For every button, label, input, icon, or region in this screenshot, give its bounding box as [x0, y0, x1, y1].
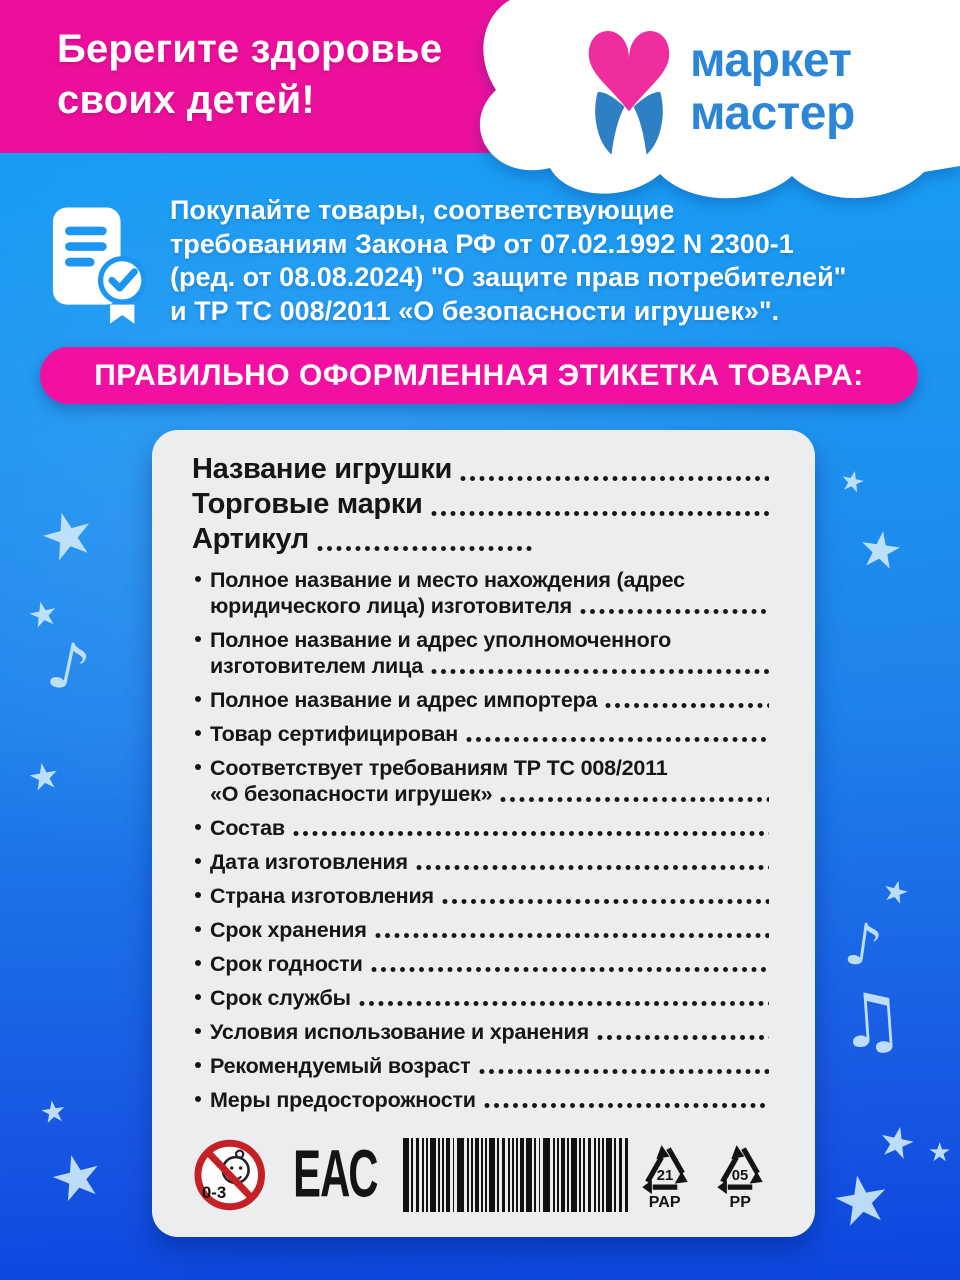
label-bullet-line	[210, 917, 771, 943]
barcode-bar	[471, 1138, 473, 1212]
label-bullet-line	[210, 1053, 771, 1079]
dotted-fill-line	[375, 932, 769, 939]
label-requirements-list	[192, 567, 771, 1113]
label-bullet-item	[192, 567, 771, 619]
label-bullet-text: Товар сертифицирован	[210, 722, 459, 746]
barcode-bar	[416, 1138, 420, 1212]
age-warning-0-3-icon	[192, 1135, 267, 1215]
intro-text-line: и ТР ТС 008/2011 «О безопасности игрушек»".	[170, 295, 780, 326]
logo-word-market: маркет	[690, 34, 852, 87]
barcode-bar	[557, 1138, 559, 1212]
music-note-decoration: ♪	[40, 627, 97, 709]
star-decoration: ★	[825, 1157, 898, 1244]
barcode-bar	[481, 1138, 483, 1212]
barcode-bar	[489, 1138, 495, 1212]
label-bullet-text: Полное название и адрес уполномоченного	[210, 628, 672, 652]
label-bullet-text: «О безопасности игрушек»	[210, 782, 493, 806]
intro-law-text	[170, 194, 930, 328]
barcode-bar	[553, 1138, 555, 1212]
barcode	[403, 1138, 633, 1212]
barcode-bar	[508, 1138, 510, 1212]
barcode-bar	[534, 1138, 536, 1212]
label-bullet-text: Срок службы	[210, 986, 351, 1010]
barcode-bar	[567, 1138, 569, 1212]
barcode-bar	[606, 1138, 612, 1212]
barcode-bar	[579, 1138, 581, 1212]
barcode-bar	[561, 1138, 565, 1212]
label-bullet-item	[192, 1053, 771, 1079]
star-decoration: ★	[854, 518, 907, 582]
dotted-fill-line	[293, 830, 769, 837]
label-bullet-line	[210, 951, 771, 977]
dotted-fill-line	[416, 864, 769, 871]
label-bullet-line	[210, 781, 771, 807]
recycling-material-label: PP	[729, 1194, 751, 1211]
dotted-fill-line	[371, 966, 769, 973]
age-warning-label: 0-3	[201, 1182, 227, 1202]
label-bullet-text: Условия использование и хранения	[210, 1020, 589, 1044]
star-decoration: ★	[37, 1093, 70, 1132]
recycling-code: 05	[731, 1168, 749, 1185]
label-bullet-line	[210, 653, 771, 679]
label-header-row	[192, 452, 771, 487]
market-master-logo-icon	[585, 24, 673, 164]
barcode-bar	[426, 1138, 428, 1212]
recycling-triangle-icon	[637, 1138, 693, 1196]
barcode-bar	[602, 1138, 604, 1212]
label-bullet-text: Меры предосторожности	[210, 1088, 476, 1112]
label-header-fields	[192, 452, 771, 557]
dotted-fill-line	[500, 796, 769, 803]
recycling-mark-pap	[634, 1138, 696, 1212]
recycling-triangle-icon	[712, 1138, 768, 1196]
star-decoration: ★	[24, 592, 63, 638]
label-field-name: Название игрушки	[192, 453, 453, 485]
barcode-bar	[619, 1138, 623, 1212]
music-note-decoration: ♫	[835, 975, 908, 1067]
barcode-bar	[457, 1138, 465, 1212]
dotted-fill-line	[466, 736, 769, 743]
label-bullet-line	[210, 1087, 771, 1113]
barcode-bar	[526, 1138, 532, 1212]
barcode-bar	[588, 1138, 592, 1212]
star-decoration: ★	[31, 493, 104, 578]
label-bullet-text: Страна изготовления	[210, 884, 434, 908]
dotted-fill-line	[431, 510, 769, 517]
label-bullet-item	[192, 951, 771, 977]
dotted-fill-line	[442, 898, 769, 905]
star-decoration: ★	[878, 872, 913, 913]
barcode-bar	[485, 1138, 487, 1212]
barcode-bar	[539, 1138, 541, 1212]
star-decoration: ★	[928, 1138, 952, 1168]
label-bullet-text: Рекомендуемый возраст	[210, 1054, 471, 1078]
label-bullet-line	[210, 815, 771, 841]
intro-text-line: (ред. от 08.08.2024) "О защите прав потребителей"	[170, 262, 847, 292]
label-bullet-text: Полное название и адрес импортера	[210, 688, 598, 712]
label-bullet-text: Срок хранения	[210, 918, 367, 942]
dotted-fill-line	[479, 1068, 770, 1075]
barcode-bar	[583, 1138, 585, 1212]
label-bullet-text: юридического лица) изготовителя	[210, 594, 572, 618]
music-note-decoration: ♪	[840, 908, 887, 982]
barcode-bar	[422, 1138, 424, 1212]
label-bullet-item	[192, 627, 771, 679]
label-bullet-text: Дата изготовления	[210, 850, 408, 874]
barcode-bar	[614, 1138, 616, 1212]
section-ribbon	[40, 347, 918, 404]
label-bullet-item	[192, 1087, 771, 1113]
dotted-fill-line	[317, 545, 532, 552]
barcode-bar	[453, 1138, 455, 1212]
label-bullet-line	[210, 755, 771, 781]
star-decoration: ★	[836, 462, 869, 501]
recycling-material-label: PAP	[648, 1194, 681, 1211]
label-bullet-item	[192, 755, 771, 807]
intro-text-line: требованиям Закона РФ от 07.02.1992 N 2300-1	[170, 228, 794, 259]
star-decoration: ★	[24, 754, 64, 801]
label-bullet-line	[210, 567, 771, 593]
certificate-document-icon	[46, 196, 150, 330]
barcode-bar	[516, 1138, 518, 1212]
label-bullet-item	[192, 721, 771, 747]
label-bullet-item	[192, 1019, 771, 1045]
market-master-logo-text	[690, 34, 855, 140]
label-header-row	[192, 522, 771, 557]
section-ribbon-label: ПРАВИЛЬНО ОФОРМЛЕННАЯ ЭТИКЕТКА ТОВАРА:	[94, 358, 864, 392]
dotted-fill-line	[580, 608, 769, 615]
dotted-fill-line	[431, 668, 769, 675]
barcode-bar	[502, 1138, 506, 1212]
barcode-bar	[594, 1138, 596, 1212]
eac-conformity-mark: ЕАС	[293, 1137, 378, 1212]
label-bullet-item	[192, 917, 771, 943]
label-bullet-line	[210, 849, 771, 875]
banner-headline	[57, 24, 442, 126]
barcode-bar	[411, 1138, 413, 1212]
label-bullet-text: Срок годности	[210, 952, 363, 976]
label-field-name: Торговые марки	[192, 488, 423, 520]
product-label-card	[152, 430, 815, 1237]
intro-text-line: Покупайте товары, соответствующие	[170, 195, 675, 225]
label-field-name: Артикул	[192, 523, 309, 555]
barcode-bar	[475, 1138, 479, 1212]
barcode-bar	[625, 1138, 629, 1212]
banner-headline-line2: своих детей!	[57, 78, 315, 122]
barcode-bar	[430, 1138, 436, 1212]
label-bullet-text: Полное название и место нахождения (адрес	[210, 568, 685, 592]
barcode-bar	[438, 1138, 440, 1212]
label-bullet-text: Соответствует требованиям ТР ТС 008/2011	[210, 756, 668, 780]
star-decoration: ★	[42, 1137, 112, 1219]
recycling-mark-pp	[709, 1138, 771, 1212]
label-bullet-line	[210, 593, 771, 619]
dotted-fill-line	[484, 1102, 769, 1109]
barcode-bar	[598, 1138, 600, 1212]
banner-headline-line1: Берегите здоровье	[57, 27, 443, 71]
dotted-fill-line	[597, 1034, 769, 1041]
label-bullet-line	[210, 687, 771, 713]
label-bullet-line	[210, 627, 771, 653]
label-bullet-item	[192, 849, 771, 875]
barcode-bar	[467, 1138, 469, 1212]
label-bullet-line	[210, 985, 771, 1011]
label-bullet-text: Состав	[210, 816, 285, 840]
barcode-bar	[446, 1138, 450, 1212]
barcode-bar	[403, 1138, 409, 1212]
barcode-bar	[512, 1138, 514, 1212]
barcode-bar	[442, 1138, 444, 1212]
dotted-fill-line	[605, 702, 769, 709]
label-bullet-item	[192, 985, 771, 1011]
star-decoration: ★	[873, 1114, 921, 1171]
barcode-bar	[497, 1138, 499, 1212]
label-bullet-item	[192, 883, 771, 909]
label-bullet-line	[210, 883, 771, 909]
label-bullet-item	[192, 815, 771, 841]
label-bullet-line	[210, 1019, 771, 1045]
logo-word-master: мастер	[690, 87, 855, 140]
label-marks-row	[192, 1133, 771, 1217]
recycling-code: 21	[656, 1168, 673, 1185]
dotted-fill-line	[460, 475, 769, 482]
label-bullet-item	[192, 687, 771, 713]
label-bullet-text: изготовителем лица	[210, 654, 424, 678]
dotted-fill-line	[359, 1000, 769, 1007]
barcode-bar	[571, 1138, 577, 1212]
barcode-bar	[543, 1138, 551, 1212]
label-header-row	[192, 487, 771, 522]
label-bullet-line	[210, 721, 771, 747]
barcode-bar	[520, 1138, 524, 1212]
